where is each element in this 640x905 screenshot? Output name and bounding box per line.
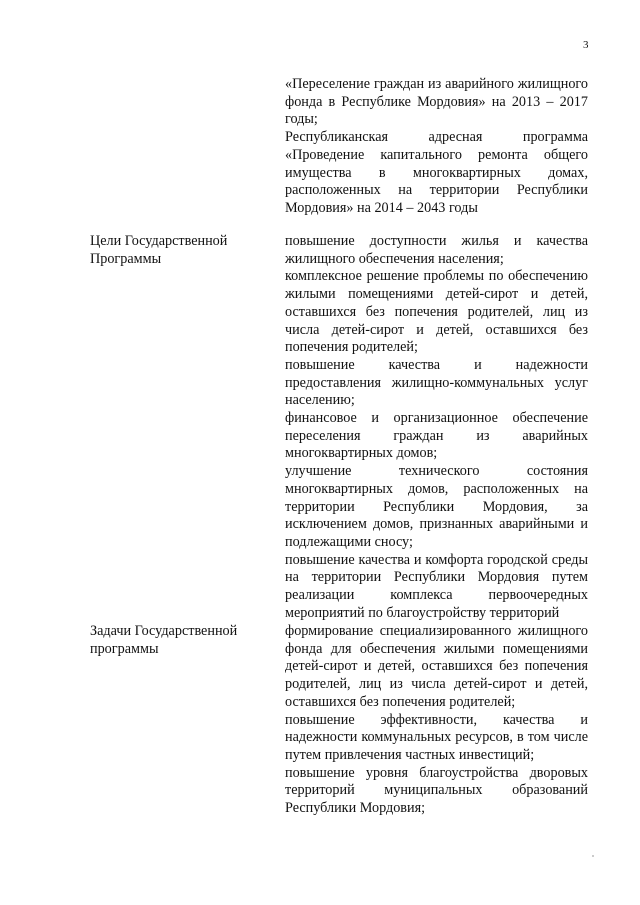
scan-artifact (592, 855, 594, 857)
paragraph: повышение качества и комфорта городской среды на территории Республики Мордовия путем реализации комплекса первоочередных мероприятий по благоустройству территорий (285, 551, 588, 621)
paragraph: повышение уровня благоустройства дворовых территорий муниципальных образований Республики Мордовия; (285, 764, 588, 817)
paragraph: комплексное решение проблемы по обеспечению жилыми помещениями детей-сирот и детей, оставшихся без попечения родителей, лиц из числа детей-сирот и детей, оставшихся без попечения родителей; (285, 268, 588, 356)
continuation-content (285, 76, 588, 218)
paragraph: финансовое и организационное обеспечение переселения граждан из аварийных многоквартирных домов; (285, 410, 588, 462)
page-number: 3 (583, 39, 589, 51)
tasks-content (285, 623, 588, 818)
goals-label: Цели Государственной Программы (90, 233, 228, 267)
tasks-label: Задачи Государственной программы (90, 623, 238, 657)
paragraph: Республиканская адресная программа «Проведение капитального ремонта общего имущества в многоквартирных домах, расположенных на территории Республики Мордовия» на 2014 – 2043 годы (285, 129, 588, 216)
paragraph: «Переселение граждан из аварийного жилищного фонда в Республике Мордовия» на 2013 – 2017 годы; (285, 76, 588, 128)
paragraph: улучшение технического состояния многоквартирных домов, расположенных на территории Республики Мордовия, за исключением домов, признанных аварийными и подлежащими сносу; (285, 463, 588, 550)
paragraph: повышение эффективности, качества и надежности коммунальных ресурсов, в том числе путем привлечения частных инвестиций; (285, 711, 588, 763)
paragraph: повышение доступности жилья и качества жилищного обеспечения населения; (285, 233, 588, 267)
paragraph: повышение качества и надежности предоставления жилищно-коммунальных услуг населению; (285, 356, 588, 409)
goals-content (285, 233, 588, 622)
paragraph: формирование специализированного жилищного фонда для обеспечения жилыми помещениями детей-сирот и детей, оставшихся без попечения родителей, лиц из числа детей-сирот и детей, оставшихся без попечения родителей; (285, 623, 588, 710)
